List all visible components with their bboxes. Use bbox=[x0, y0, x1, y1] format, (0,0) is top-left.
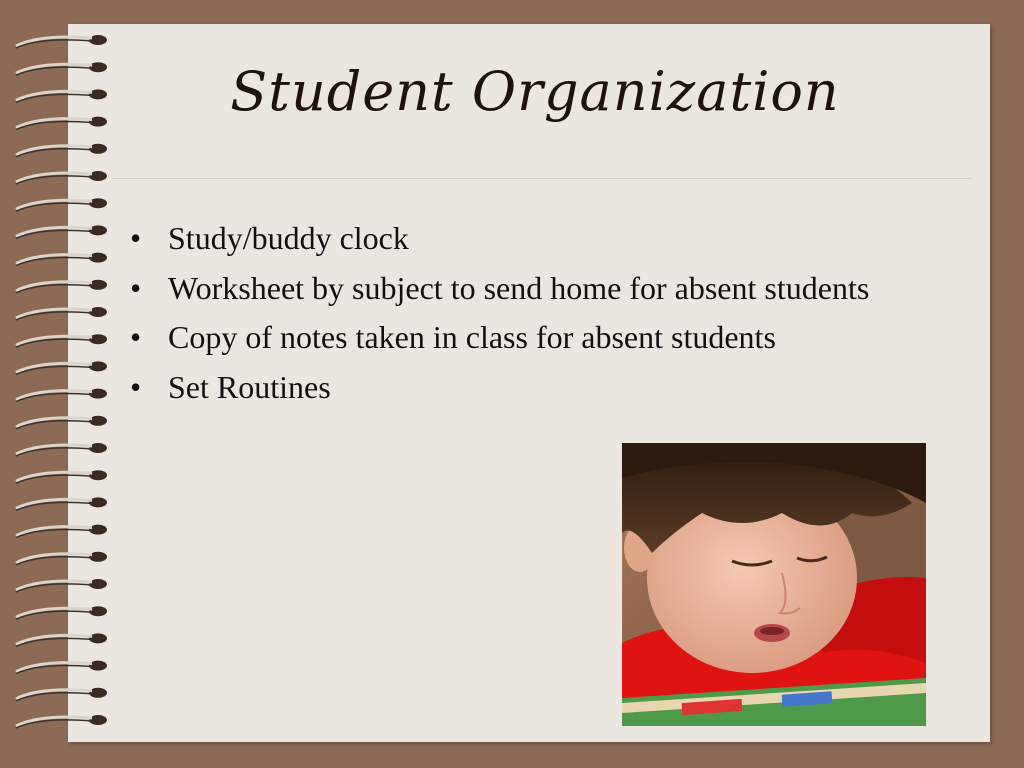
spiral-ring bbox=[16, 579, 107, 592]
bullet-item: • Set Routines bbox=[130, 367, 940, 409]
spiral-ring bbox=[16, 443, 107, 456]
spiral-ring bbox=[16, 225, 107, 238]
spiral-ring bbox=[16, 253, 107, 266]
title-divider bbox=[112, 178, 972, 179]
slide-title: Student Organization bbox=[230, 60, 840, 123]
spiral-ring bbox=[16, 334, 107, 347]
spiral-ring bbox=[16, 144, 107, 157]
bullet-item: • Copy of notes taken in class for absent students bbox=[130, 317, 940, 359]
spiral-ring bbox=[16, 389, 107, 402]
spiral-ring bbox=[16, 525, 107, 538]
spiral-ring bbox=[16, 416, 107, 429]
spiral-ring bbox=[16, 715, 107, 728]
spiral-ring bbox=[16, 470, 107, 483]
spiral-ring bbox=[16, 171, 107, 184]
spiral-ring bbox=[16, 552, 107, 565]
spiral-ring bbox=[16, 497, 107, 510]
spiral-ring bbox=[16, 198, 107, 211]
bullet-item: • Study/buddy clock bbox=[130, 218, 940, 260]
spiral-ring bbox=[16, 361, 107, 374]
bullet-list bbox=[130, 218, 940, 416]
spiral-ring bbox=[16, 280, 107, 293]
spiral-ring bbox=[16, 35, 107, 48]
spiral-ring bbox=[16, 661, 107, 674]
spiral-ring bbox=[16, 688, 107, 701]
spiral-ring bbox=[16, 307, 107, 320]
bullet-item: • Worksheet by subject to send home for absent students bbox=[130, 268, 940, 310]
boy-reading-photo bbox=[622, 443, 926, 726]
spiral-ring bbox=[16, 633, 107, 646]
spiral-ring bbox=[16, 606, 107, 619]
